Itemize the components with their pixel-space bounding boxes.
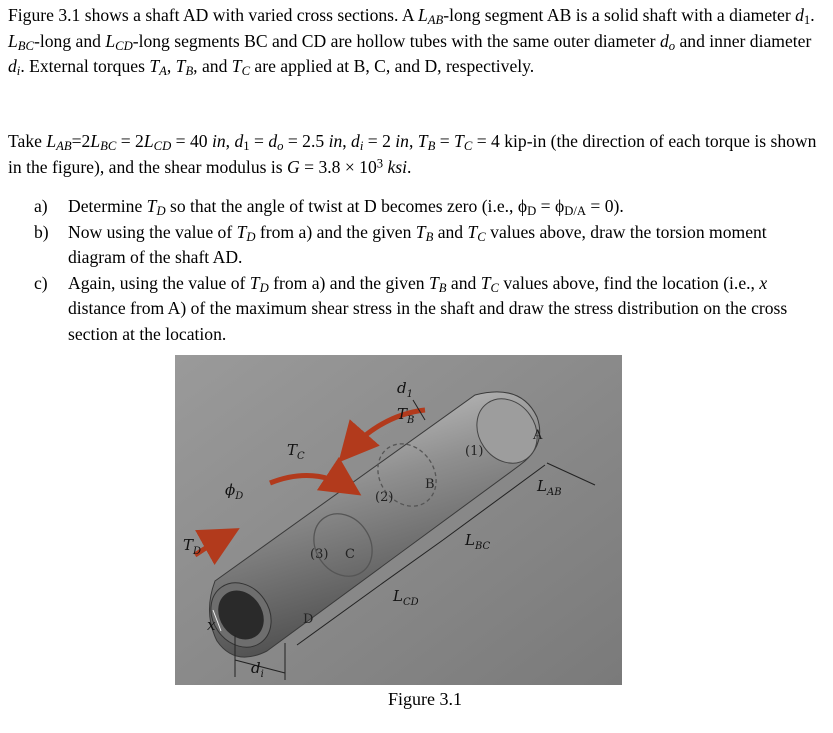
- label-LAB: $L_{AB}$: [537, 477, 562, 498]
- label-B: B: [425, 477, 435, 492]
- given-values-paragraph: Take $L_{AB}=2L_{BC} = 2L_{CD} = 40$ in, $d_1 = d_o = 2.5$ in, $d_i = 2$ in, $T_B = T_C = 4$ kip-in (the direction of each torque is shown in the figure), and the shear modulus is $G = 3.8 \times 10^3$ ksi.: [8, 131, 817, 177]
- label-seg2: (2): [375, 490, 394, 505]
- question-a: a) Determine $T_D$ so that the angle of twist at D becomes zero (i.e., $\phi_D = \phi_{D/A} = 0$).: [34, 196, 624, 219]
- label-A: A: [533, 428, 543, 443]
- figure-caption: Figure 3.1: [388, 689, 462, 709]
- question-list: [34, 194, 824, 347]
- label-TC: $T_C$: [287, 441, 305, 462]
- label-C: C: [345, 547, 355, 562]
- shaft-diagram: [175, 355, 622, 685]
- label-di: $d_i$: [251, 659, 264, 680]
- label-LBC: $L_{BC}$: [465, 531, 491, 552]
- question-c-marker: c): [34, 272, 48, 293]
- label-x: x: [207, 616, 216, 634]
- question-b-marker: b): [34, 221, 49, 242]
- label-seg3: (3): [310, 547, 329, 562]
- question-c: c) Again, using the value of $T_D$ from a) and the given $T_B$ and $T_C$ values above, find the location (i.e., x distance from A) of the maximum shear stress in the shaft and draw the stress distribution on the cross section at the location.: [34, 271, 824, 348]
- label-LCD: $L_{CD}$: [393, 587, 419, 608]
- shaft-figure: [175, 355, 622, 685]
- label-D: D: [303, 612, 314, 627]
- question-b: b) Now using the value of $T_D$ from a) and the given $T_B$ and $T_C$ values above, draw the torsion moment diagram of the shaft AD.: [34, 220, 824, 271]
- intro-paragraph: Figure 3.1 shows a shaft AD with varied cross sections. A $L_{AB}$-long segment AB is a solid shaft with a diameter $d_1$. $L_{BC}$-long and $L_{CD}$-long segments BC and CD are hollow tubes with the same outer diameter $d_o$ and inner diameter $d_i$. External torques $T_A$, $T_B$, and $T_C$ are applied at B, C, and D, respectively.: [8, 5, 815, 79]
- label-seg1: (1): [465, 444, 484, 459]
- label-d1: $d_1$: [397, 379, 413, 400]
- label-TD: $T_D$: [183, 536, 202, 557]
- label-phiD: $\phi_D$: [225, 481, 244, 502]
- question-a-marker: a): [34, 196, 48, 216]
- label-TB: $T_B$: [397, 405, 415, 426]
